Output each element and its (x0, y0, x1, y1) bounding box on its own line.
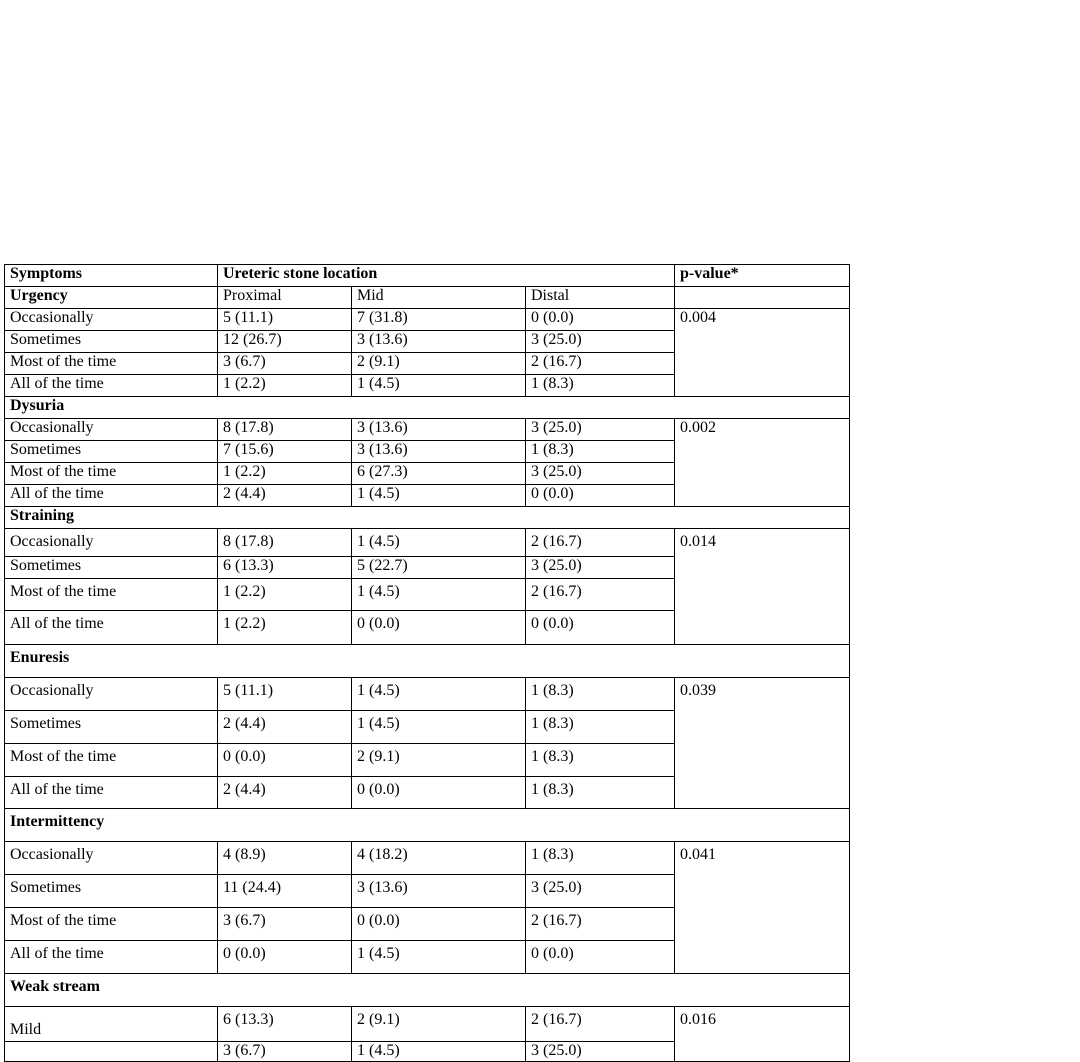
table-row (5, 842, 850, 875)
section-name: Urgency (5, 287, 218, 309)
cell-mid: 2 (9.1) (352, 744, 526, 777)
cell-distal: 0 (0.0) (526, 485, 675, 507)
cell-mid: 1 (4.5) (352, 375, 526, 397)
table-row (5, 1007, 850, 1042)
cell-proximal: 2 (4.4) (218, 485, 352, 507)
cell-pvalue: 0.004 (675, 309, 850, 397)
row-label: Sometimes (5, 441, 218, 463)
cell-mid: 0 (0.0) (352, 777, 526, 809)
row-label: Most of the time (5, 353, 218, 375)
cell-proximal: 3 (6.7) (218, 908, 352, 941)
header-distal: Distal (526, 287, 675, 309)
cell-proximal: 1 (2.2) (218, 611, 352, 645)
section-name: Weak stream (5, 974, 850, 1007)
cell-distal: 0 (0.0) (526, 611, 675, 645)
cell-pvalue: 0.041 (675, 842, 850, 974)
cell-proximal: 0 (0.0) (218, 941, 352, 974)
cell-mid: 1 (4.5) (352, 678, 526, 711)
cell-mid: 1 (4.5) (352, 529, 526, 557)
cell-proximal: 1 (2.2) (218, 463, 352, 485)
table-row (5, 529, 850, 557)
cell-distal: 1 (8.3) (526, 678, 675, 711)
row-label: Sometimes (5, 331, 218, 353)
cell-proximal: 5 (11.1) (218, 678, 352, 711)
section-name: Intermittency (5, 809, 850, 842)
cell-mid: 2 (9.1) (352, 1007, 526, 1042)
cell-proximal: 5 (11.1) (218, 309, 352, 331)
row-label: All of the time (5, 777, 218, 809)
header-symptoms: Symptoms (5, 265, 218, 287)
cell-pvalue: 0.016 (675, 1007, 850, 1062)
cell-proximal: 6 (13.3) (218, 1007, 352, 1042)
cell-distal: 1 (8.3) (526, 711, 675, 744)
cell-mid: 1 (4.5) (352, 485, 526, 507)
cell-proximal: 4 (8.9) (218, 842, 352, 875)
cell-pvalue: 0.002 (675, 419, 850, 507)
header-mid: Mid (352, 287, 526, 309)
cell-proximal: 11 (24.4) (218, 875, 352, 908)
section-row (5, 645, 850, 678)
cell-mid: 6 (27.3) (352, 463, 526, 485)
row-label: Occasionally (5, 309, 218, 331)
cell-proximal: 6 (13.3) (218, 557, 352, 579)
cell-distal: 2 (16.7) (526, 908, 675, 941)
cell-distal: 0 (0.0) (526, 941, 675, 974)
cell-proximal: 1 (2.2) (218, 579, 352, 611)
section-row (5, 809, 850, 842)
row-label: Occasionally (5, 678, 218, 711)
cell-mid: 2 (9.1) (352, 353, 526, 375)
cell-proximal: 3 (6.7) (218, 353, 352, 375)
header-location: Ureteric stone location (218, 265, 675, 287)
section-name: Straining (5, 507, 850, 529)
cell-distal: 1 (8.3) (526, 744, 675, 777)
cell-mid: 3 (13.6) (352, 331, 526, 353)
table-row (5, 419, 850, 441)
section-name: Enuresis (5, 645, 850, 678)
subheader-row (5, 287, 850, 309)
row-label: Occasionally (5, 529, 218, 557)
row-label: Occasionally (5, 419, 218, 441)
cell-proximal: 7 (15.6) (218, 441, 352, 463)
cell-proximal: 3 (6.7) (218, 1042, 352, 1062)
symptoms-table (4, 264, 850, 1062)
cell-distal: 1 (8.3) (526, 441, 675, 463)
row-label: Sometimes (5, 711, 218, 744)
cell-distal: 1 (8.3) (526, 842, 675, 875)
cell-mid: 0 (0.0) (352, 908, 526, 941)
cell-proximal: 2 (4.4) (218, 777, 352, 809)
cell-mid: 1 (4.5) (352, 711, 526, 744)
cell-pvalue: 0.039 (675, 678, 850, 809)
section-name: Dysuria (5, 397, 850, 419)
cell-distal: 3 (25.0) (526, 1042, 675, 1062)
cell-mid: 0 (0.0) (352, 611, 526, 645)
section-row (5, 507, 850, 529)
cell-distal: 1 (8.3) (526, 777, 675, 809)
cell-proximal: 1 (2.2) (218, 375, 352, 397)
cell-distal: 3 (25.0) (526, 557, 675, 579)
cell-mid: 5 (22.7) (352, 557, 526, 579)
cell-proximal: 8 (17.8) (218, 529, 352, 557)
cell-mid: 4 (18.2) (352, 842, 526, 875)
cell-proximal: 0 (0.0) (218, 744, 352, 777)
cell-mid: 1 (4.5) (352, 579, 526, 611)
header-pvalue: p-value* (675, 265, 850, 287)
row-label: Most of the time (5, 908, 218, 941)
cell-mid: 3 (13.6) (352, 441, 526, 463)
cell-distal: 2 (16.7) (526, 529, 675, 557)
cell-distal: 3 (25.0) (526, 419, 675, 441)
row-label: Most of the time (5, 463, 218, 485)
row-label: All of the time (5, 611, 218, 645)
row-label: All of the time (5, 485, 218, 507)
cell-distal: 0 (0.0) (526, 309, 675, 331)
row-label: Sometimes (5, 875, 218, 908)
cell-mid: 3 (13.6) (352, 875, 526, 908)
empty-cell (675, 287, 850, 309)
cell-distal: 3 (25.0) (526, 463, 675, 485)
section-row (5, 397, 850, 419)
section-row (5, 974, 850, 1007)
cell-distal: 3 (25.0) (526, 875, 675, 908)
table-row (5, 678, 850, 711)
cell-distal: 3 (25.0) (526, 331, 675, 353)
table-row (5, 309, 850, 331)
cell-distal: 2 (16.7) (526, 1007, 675, 1042)
header-proximal: Proximal (218, 287, 352, 309)
cell-mid: 7 (31.8) (352, 309, 526, 331)
row-label: Most of the time (5, 744, 218, 777)
cell-proximal: 12 (26.7) (218, 331, 352, 353)
cell-distal: 1 (8.3) (526, 375, 675, 397)
row-label: All of the time (5, 375, 218, 397)
row-label: All of the time (5, 941, 218, 974)
cell-pvalue: 0.014 (675, 529, 850, 645)
cell-proximal: 8 (17.8) (218, 419, 352, 441)
row-label: Most of the time (5, 579, 218, 611)
cell-mid: 1 (4.5) (352, 1042, 526, 1062)
cell-distal: 2 (16.7) (526, 579, 675, 611)
cell-mid: 3 (13.6) (352, 419, 526, 441)
row-label: Sometimes (5, 557, 218, 579)
row-label: Mild (5, 1007, 218, 1042)
cell-proximal: 2 (4.4) (218, 711, 352, 744)
cell-distal: 2 (16.7) (526, 353, 675, 375)
row-label: Occasionally (5, 842, 218, 875)
cell-mid: 1 (4.5) (352, 941, 526, 974)
